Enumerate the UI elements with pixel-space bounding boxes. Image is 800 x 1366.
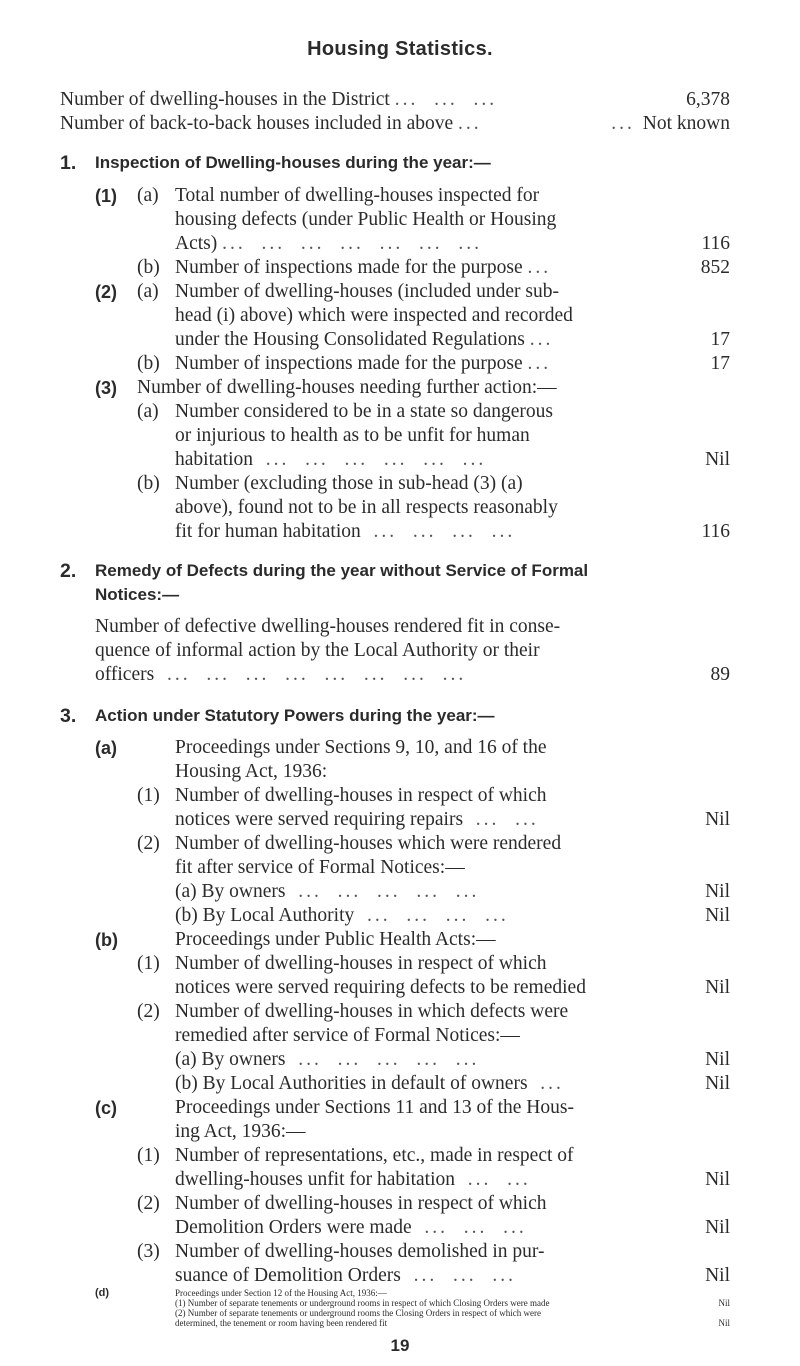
s2-value: 89 [710,664,730,685]
s3-a2-line: fit after service of Formal Notices:— [175,857,465,878]
s1-item-1b-text: Number of inspections made for the purpose ... [175,257,552,278]
section-1-number: 1. [60,152,77,174]
s3-a2a-value: Nil [705,881,730,902]
section-2-number: 2. [60,560,77,582]
s3-c-line: ing Act, 1936:— [175,1121,306,1142]
s3-b1-value: Nil [705,977,730,998]
intro-back-to-back-value: ... Not known [611,113,730,134]
s3-a1-line: notices were served requiring repairs ... ... [175,809,539,830]
s3-a2b-value: Nil [705,905,730,926]
s3-d-block [0,1288,800,1328]
s3-a2-marker: (2) [137,833,160,854]
s1-item-3a-line: habitation ... ... ... ... ... ... [175,449,487,470]
s1-item-1b-marker: (b) [137,257,160,278]
s1-item-1a-marker: (a) [137,185,159,206]
s3-d-marker: (d) [95,1288,110,1299]
s1-item-1a-line: Acts) ... ... ... ... ... ... ... [175,233,482,254]
s3-c2-marker: (2) [137,1193,160,1214]
s3-b2b-text: (b) By Local Authorities in default of owners ... [175,1073,564,1094]
s3-d2-line: (2) Number of separate tenements or underground rooms the Closing Orders in respect of which were [175,1308,541,1318]
s1-item-3-text: Number of dwelling-houses needing further action:— [137,377,557,398]
s3-a2b-text: (b) By Local Authority ... ... ... ... [175,905,509,926]
s1-item-2a-value: 17 [710,329,730,350]
s1-item-2a-line: head (i) above) which were inspected and recorded [175,305,573,326]
section-2-heading: Remedy of Defects during the year without Service of Formal [95,561,589,580]
s3-c3-line: suance of Demolition Orders ... ... ... [175,1265,516,1286]
s3-b-marker: (b) [95,930,118,950]
s3-a1-line: Number of dwelling-houses in respect of which [175,785,547,806]
s1-item-1b-value: 852 [700,257,730,278]
s3-a-marker: (a) [95,738,117,758]
s1-item-3b-marker: (b) [137,473,160,494]
s3-c1-line: dwelling-houses unfit for habitation ... ... [175,1169,531,1190]
s1-item-2-marker: (2) [95,282,117,302]
s3-b2a-text: (a) By owners ... ... ... ... ... [175,1049,480,1070]
s1-item-2b-text: Number of inspections made for the purpose ... [175,353,552,374]
s1-item-3a-marker: (a) [137,401,159,422]
s1-item-1a-line: housing defects (under Public Health or Housing [175,209,557,230]
s3-b2b-value: Nil [705,1073,730,1094]
s3-a2a-text: (a) By owners ... ... ... ... ... [175,881,480,902]
s1-item-2a-line: under the Housing Consolidated Regulations ... [175,329,554,350]
s3-b2-marker: (2) [137,1001,160,1022]
s3-b1-line: notices were served requiring defects to be remedied [175,977,586,998]
s1-item-2b-value: 17 [710,353,730,374]
s3-a-line: Housing Act, 1936: [175,761,328,782]
s1-item-3a-line: or injurious to health as to be unfit for human [175,425,530,446]
s3-c3-value: Nil [705,1265,730,1286]
s3-c1-value: Nil [705,1169,730,1190]
section-3-number: 3. [60,705,77,727]
s3-c-marker: (c) [95,1098,117,1118]
section-1-heading: Inspection of Dwelling-houses during the year:— [95,153,491,172]
s1-item-2b-marker: (b) [137,353,160,374]
s3-c1-marker: (1) [137,1145,160,1166]
s3-b1-line: Number of dwelling-houses in respect of which [175,953,547,974]
s3-d1-value: Nil [718,1298,730,1308]
page-number: 19 [390,1336,410,1355]
s1-item-2a-marker: (a) [137,281,159,302]
s1-item-3b-line: fit for human habitation ... ... ... ... [175,521,516,542]
s3-c2-line: Number of dwelling-houses in respect of which [175,1193,547,1214]
s3-d2-value: Nil [718,1318,730,1328]
intro-back-to-back-label: Number of back-to-back houses included in above ... [60,113,482,134]
s1-item-3b-value: 116 [701,521,730,542]
s3-d1-line: (1) Number of separate tenements or underground rooms in respect of which Closing Orders were made [175,1298,550,1308]
s1-item-1-marker: (1) [95,186,117,206]
page-title: Housing Statistics. [307,38,493,60]
s3-a1-marker: (1) [137,785,160,806]
s3-d2-line: determined, the tenement or room having been rendered fit [175,1318,388,1328]
s3-b2-line: Number of dwelling-houses in which defects were [175,1001,569,1022]
s1-item-1a-value: 116 [701,233,730,254]
section-3-heading: Action under Statutory Powers during the year:— [95,706,495,725]
s3-c1-line: Number of representations, etc., made in respect of [175,1145,574,1166]
s3-b2a-value: Nil [705,1049,730,1070]
s3-c-line: Proceedings under Sections 11 and 13 of the Hous- [175,1097,574,1118]
s3-c2-line: Demolition Orders were made ... ... ... [175,1217,527,1238]
s1-item-3a-value: Nil [705,449,730,470]
s3-c3-line: Number of dwelling-houses demolished in pur- [175,1241,545,1262]
s3-a2-line: Number of dwelling-houses which were rendered [175,833,562,854]
s1-item-3b-line: above), found not to be in all respects reasonably [175,497,558,518]
s3-a1-value: Nil [705,809,730,830]
s3-b2-line: remedied after service of Formal Notices:— [175,1025,520,1046]
s2-line: officers ... ... ... ... ... ... ... ... [95,664,467,685]
s1-item-1a-line: Total number of dwelling-houses inspected for [175,185,540,206]
s3-a-line: Proceedings under Sections 9, 10, and 16 of the [175,737,547,758]
s1-item-2a-line: Number of dwelling-houses (included under sub- [175,281,559,302]
s1-item-3b-line: Number (excluding those in sub-head (3) (a) [175,473,523,494]
s3-c2-value: Nil [705,1217,730,1238]
s3-d-line: Proceedings under Section 12 of the Housing Act, 1936:— [175,1288,387,1298]
s3-b-text: Proceedings under Public Health Acts:— [175,929,496,950]
s2-line: Number of defective dwelling-houses rendered fit in conse- [95,616,561,637]
s2-line: quence of informal action by the Local Authority or their [95,640,540,661]
section-2-heading: Notices:— [95,585,180,604]
intro-dwelling-houses-value: 6,378 [686,89,730,110]
s3-c3-marker: (3) [137,1241,160,1262]
s1-item-3a-line: Number considered to be in a state so dangerous [175,401,553,422]
intro-dwelling-houses-label: Number of dwelling-houses in the District ... ... ... [60,89,498,110]
s3-b1-marker: (1) [137,953,160,974]
s1-item-3-marker: (3) [95,378,117,398]
